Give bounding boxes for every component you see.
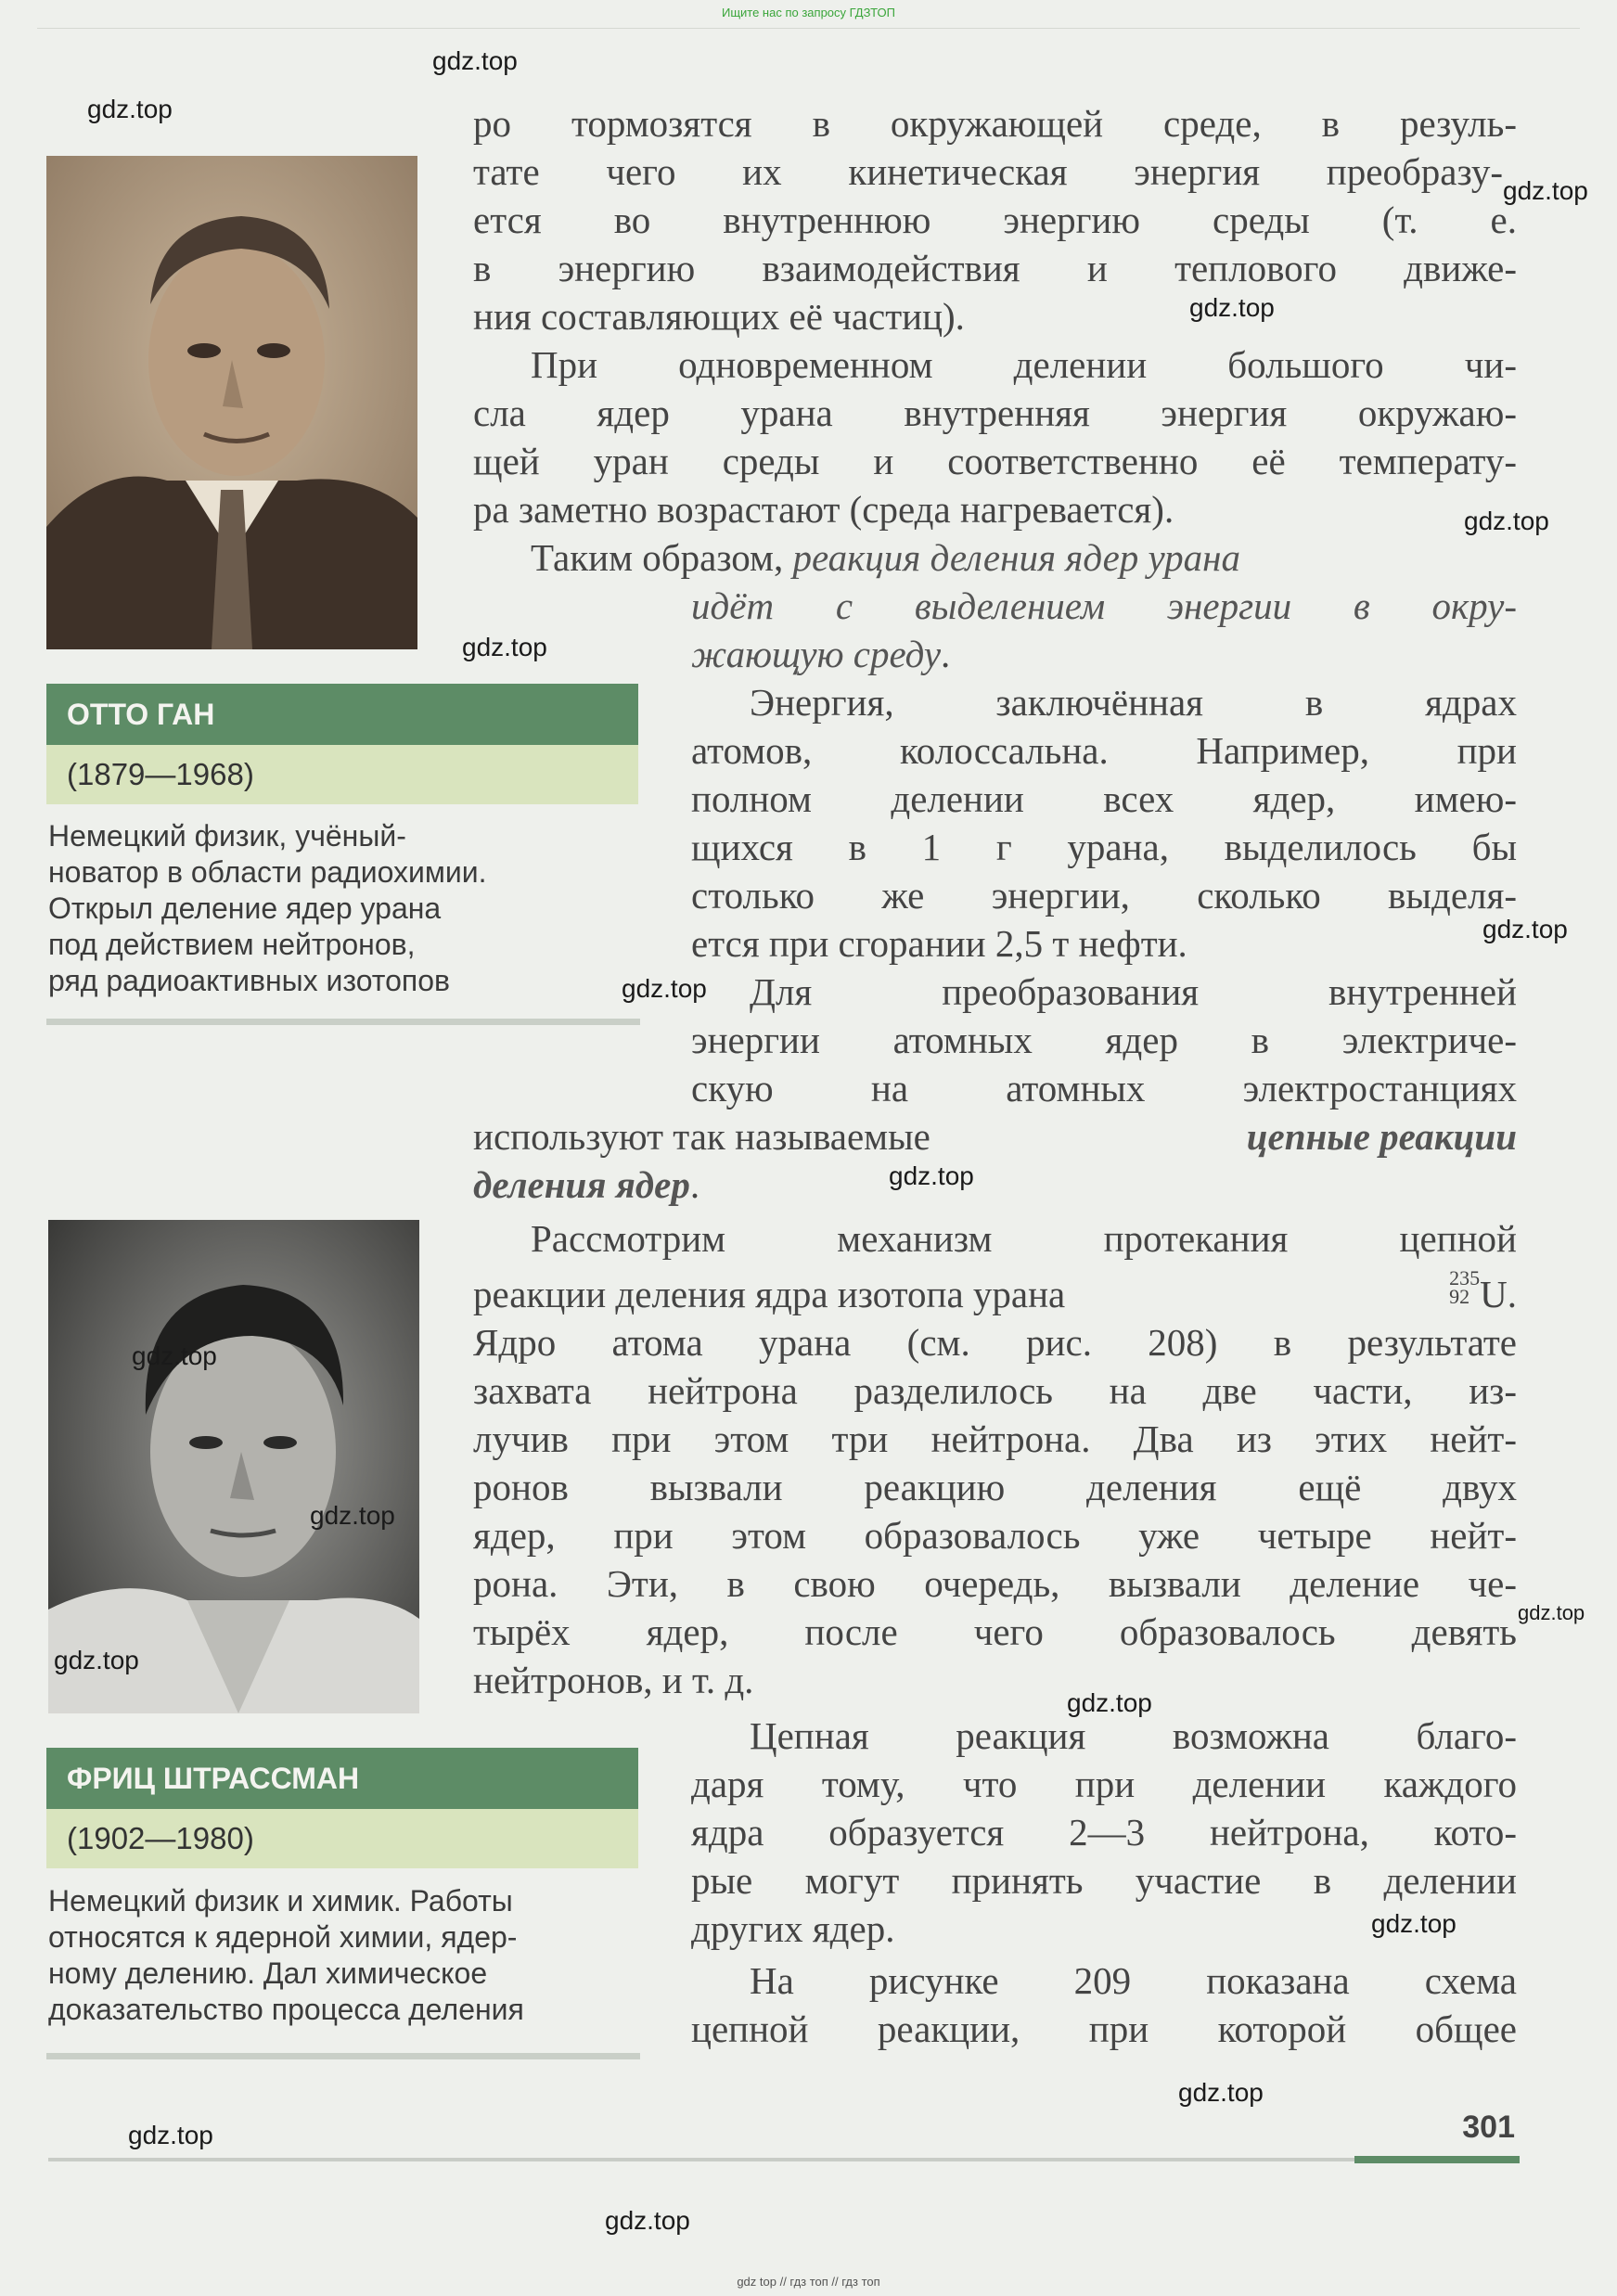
emphasis-text: жающую среду [691,633,942,675]
watermark: gdz.top [1503,176,1588,205]
watermark: gdz.top [128,2121,213,2149]
text-line: ется во внутреннюю энергию среды (т. е. [473,199,1517,241]
text-line: ронов вызвали реакцию деления ещё двух [473,1466,1517,1508]
term-text: цепные реакции [1246,1115,1517,1158]
text-line: Ядро атома урана (см. рис. 208) в результате [473,1321,1517,1364]
watermark: gdz.top [132,1341,217,1370]
atomic-number: 92 [1449,1285,1470,1308]
text-line: ется при сгорании 2,5 т нефти. [691,922,1187,965]
text-line: рона. Эти, в свою очередь, вызвали деление че- [473,1562,1517,1605]
text-line: захвата нейтрона разделилось на две части, из- [473,1369,1517,1412]
fritz-strassmann-years: (1902—1980) [46,1809,638,1868]
watermark: gdz.top [1464,507,1549,535]
watermark: gdz.top [1189,293,1275,322]
text-line: Для преобразования внутренней [750,970,1517,1013]
text-span: реакции деления ядра изотопа урана [473,1273,1066,1315]
text-line [473,1266,1517,1317]
watermark: gdz.top [1482,915,1568,943]
isotope-indices [1449,1266,1481,1308]
text-line: ро тормозятся в окружающей среде, в резуль- [473,102,1517,145]
text-line: ра заметно возрастают (среда нагревается). [473,488,1174,531]
caption-line: Немецкий физик, учёный- [48,819,406,853]
text-span: используют так называемые [473,1115,930,1158]
caption-line: ному делению. Дал химическое [48,1956,488,1990]
otto-hahn-name: ОТТО ГАН [46,684,638,745]
text-line: Рассмотрим механизм протекания цепной [531,1217,1517,1260]
footer-accent-bar [1354,2156,1520,2163]
text-line: тате чего их кинетическая энергия преобразу- [473,150,1503,193]
text-line: При одновременном делении большого чи- [531,343,1517,386]
text-line: ния составляющих её частиц). [473,295,965,338]
text-line [691,583,1517,629]
page-number: 301 [1462,2110,1515,2145]
text-line: сла ядер урана внутренняя энергия окружаю- [473,391,1517,434]
otto-hahn-years: (1879—1968) [46,745,638,804]
text-line: щей уран среды и соответственно её температу- [473,440,1517,482]
caption-line: доказательство процесса деления [48,1993,524,2026]
watermark: gdz.top [622,974,707,1003]
text-line [691,631,950,677]
text-line: ядер, при этом образовалось уже четыре нейт- [473,1514,1517,1557]
emphasis-text: реакция деления ядер урана [792,536,1241,579]
caption-line: новатор в области радиохимии. [48,855,487,889]
header-note: Ищите нас по запросу ГДЗТОП [721,6,895,19]
caption-line: относятся к ядерной химии, ядер- [48,1920,518,1954]
caption-line: Немецкий физик и химик. Работы [48,1884,513,1918]
text-line [531,534,1240,581]
watermark: gdz.top [889,1161,974,1190]
watermark: gdz.top [1371,1909,1457,1938]
text-line: даря тому, что при делении каждого [691,1763,1517,1805]
term-text: деления ядер [473,1163,690,1206]
footer-divider [48,2158,1520,2161]
watermark: gdz.top [1178,2078,1264,2107]
text-line: рые могут принять участие в делении [691,1859,1517,1902]
watermark: gdz.top [1067,1688,1152,1717]
text-line: других ядер. [691,1907,895,1950]
text-line: лучив при этом три нейтрона. Два из этих нейт- [473,1417,1517,1460]
watermark: gdz.top [605,2206,690,2235]
watermark: gdz.top [54,1646,139,1674]
mass-number: 235 [1449,1266,1481,1289]
text-line: тырёх ядер, после чего образовалось девять [473,1610,1517,1653]
caption-line: Открыл деление ядер урана [48,891,442,925]
text-line: энергии атомных ядер в электриче- [691,1019,1517,1061]
watermark: gdz.top [462,633,547,661]
fritz-strassmann-name: ФРИЦ ШТРАССМАН [46,1748,638,1809]
emphasis-text: идёт с выделением энергии в окру- [691,584,1517,627]
element-symbol: U. [1480,1273,1517,1315]
watermark: gdz.top [1518,1601,1585,1624]
caption-line: под действием нейтронов, [48,928,416,961]
text-line [473,1161,699,1208]
text-line: полном делении всех ядер, имею- [691,777,1517,820]
text-line: цепной реакции, при которой общее [691,2007,1517,2050]
text-line: в энергию взаимодействия и теплового движе- [473,247,1517,289]
text-line: щихся в 1 г урана, выделилось бы [691,826,1517,868]
uranium-isotope [1449,1266,1517,1317]
text-span: Таким образом, [531,536,784,579]
text-line: ядра образуется 2—3 нейтрона, кото- [691,1811,1517,1853]
text-span: . [941,633,951,675]
text-line [473,1113,1517,1160]
footer-note: gdz top // гдз топ // гдз топ [737,2275,880,2289]
text-span: . [689,1163,700,1206]
text-line: На рисунке 209 показана схема [750,1959,1517,2002]
watermark: gdz.top [310,1501,395,1530]
caption-line: ряд радиоактивных изотопов [48,964,451,997]
text-line: Энергия, заключённая в ядрах [750,681,1517,724]
text-line: столько же энергии, сколько выделя- [691,874,1517,917]
watermark: gdz.top [432,46,518,75]
text-line: атомов, колоссальна. Например, при [691,729,1517,772]
watermark: gdz.top [87,95,173,123]
text-line: Цепная реакция возможна благо- [750,1714,1517,1757]
text-line: нейтронов, и т. д. [473,1659,754,1701]
text-line: скую на атомных электростанциях [691,1067,1517,1110]
